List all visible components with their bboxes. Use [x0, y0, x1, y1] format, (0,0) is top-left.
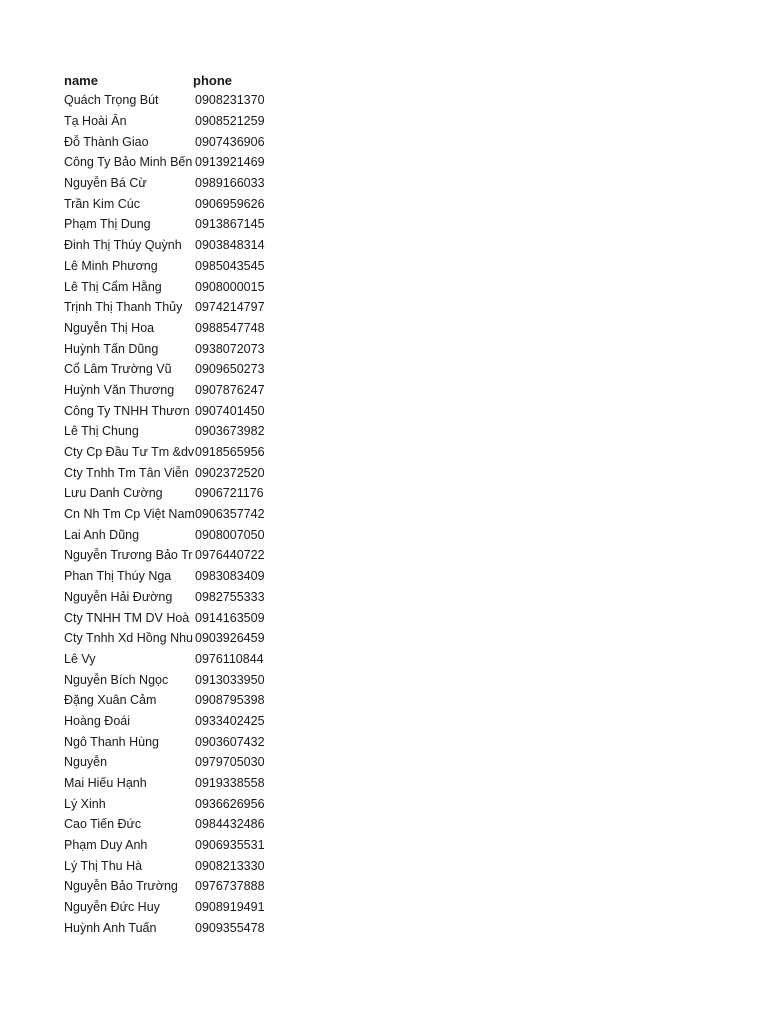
cell-phone: 0976110844: [195, 651, 264, 666]
cell-phone: 0903607432: [195, 734, 265, 749]
cell-phone: 0974214797: [195, 300, 265, 315]
cell-phone: 0983083409: [195, 569, 265, 584]
cell-name: Huỳnh Văn Thương: [64, 382, 175, 397]
cell-phone: 0913921469: [195, 155, 265, 170]
table-row: [64, 773, 285, 794]
table-row: [64, 193, 285, 214]
cell-phone: 0984432486: [195, 817, 265, 832]
cell-phone: 0976737888: [195, 879, 265, 894]
cell-name: Cao Tiến Đức: [64, 817, 142, 832]
cell-name: Lê Thị Chung: [64, 424, 139, 439]
cell-phone: 0933402425: [195, 713, 265, 728]
header-phone: phone: [193, 72, 232, 88]
cell-name: Cty Cp Đầu Tư Tm &dv: [64, 445, 195, 460]
cell-phone: 0936626956: [195, 796, 265, 811]
table-row: [64, 152, 285, 173]
cell-phone: 0985043545: [195, 258, 265, 273]
table-row: [64, 752, 285, 773]
cell-phone: 0903673982: [195, 424, 265, 439]
cell-phone: 0989166033: [195, 176, 265, 191]
cell-name: Lê Minh Phương: [64, 258, 158, 273]
table-row: [64, 587, 285, 608]
contact-table: [64, 70, 285, 938]
cell-name: Hoàng Đoái: [64, 713, 131, 728]
cell-name: Ngô Thanh Hùng: [64, 734, 159, 749]
cell-name: Lê Thị Cẩm Hằng: [64, 279, 162, 294]
table-row: [64, 690, 285, 711]
cell-phone: 0906935531: [195, 838, 265, 853]
table-row: [64, 793, 285, 814]
table-row: [64, 835, 285, 856]
table-row: [64, 318, 285, 339]
cell-phone: 0908000015: [195, 279, 265, 294]
table-row: [64, 897, 285, 918]
table-header: [64, 70, 285, 90]
cell-phone: 0902372520: [195, 465, 265, 480]
table-row: [64, 483, 285, 504]
cell-name: Nguyễn Đức Huy: [64, 900, 160, 915]
cell-phone: 0908919491: [195, 900, 265, 915]
cell-name: Phan Thị Thúy Nga: [64, 569, 172, 584]
table-row: [64, 669, 285, 690]
cell-name: Tạ Hoài Ân: [64, 114, 127, 129]
cell-name: Nguyễn Hải Đường: [64, 589, 173, 604]
cell-phone: 0906959626: [195, 196, 265, 211]
cell-phone: 0918565956: [195, 445, 265, 460]
table-row: [64, 90, 285, 111]
cell-phone: 0907876247: [195, 382, 265, 397]
cell-phone: 0906357742: [195, 507, 265, 522]
cell-name: Đỗ Thành Giao: [64, 134, 149, 149]
table-row: [64, 235, 285, 256]
cell-name: Công Ty TNHH Thươn: [64, 403, 190, 418]
table-row: [64, 566, 285, 587]
table-row: [64, 297, 285, 318]
cell-phone: 0979705030: [195, 755, 265, 770]
table-row: [64, 607, 285, 628]
cell-phone: 0982755333: [195, 589, 265, 604]
cell-phone: 0909650273: [195, 362, 265, 377]
cell-name: Cty Tnhh Tm Tân Viễn: [64, 465, 189, 480]
cell-phone: 0903848314: [195, 238, 265, 253]
cell-name: Lưu Danh Cường: [64, 486, 163, 501]
cell-name: Phạm Thị Dung: [64, 217, 151, 232]
table-body: [64, 90, 285, 938]
table-row: [64, 421, 285, 442]
cell-name: Mai Hiếu Hạnh: [64, 776, 147, 791]
header-name: name: [64, 72, 98, 88]
cell-phone: 0938072073: [195, 341, 265, 356]
table-row: [64, 876, 285, 897]
table-row: [64, 711, 285, 732]
cell-phone: 0908213330: [195, 858, 265, 873]
cell-name: Trần Kim Cúc: [64, 196, 140, 211]
table-row: [64, 256, 285, 277]
cell-phone: 0913033950: [195, 672, 265, 687]
table-row: [64, 380, 285, 401]
cell-phone: 0908795398: [195, 693, 265, 708]
cell-name: Nguyễn Trương Bảo Tr: [64, 548, 193, 563]
table-row: [64, 131, 285, 152]
table-row: [64, 814, 285, 835]
cell-phone: 0914163509: [195, 610, 265, 625]
table-row: [64, 918, 285, 939]
cell-phone: 0906721176: [195, 486, 264, 501]
cell-name: Nguyễn: [64, 755, 108, 770]
table-row: [64, 855, 285, 876]
table-row: [64, 442, 285, 463]
table-row: [64, 545, 285, 566]
cell-name: Phạm Duy Anh: [64, 838, 148, 853]
cell-name: Nguyễn Thị Hoa: [64, 320, 155, 335]
cell-name: Nguyễn Bích Ngọc: [64, 672, 169, 687]
cell-name: Cổ Lâm Trường Vũ: [64, 362, 172, 377]
cell-name: Huỳnh Tấn Dũng: [64, 341, 159, 356]
cell-name: Cn Nh Tm Cp Việt Nam: [64, 507, 195, 522]
table-row: [64, 338, 285, 359]
cell-phone: 0913867145: [195, 217, 265, 232]
table-row: [64, 731, 285, 752]
table-row: [64, 462, 285, 483]
table-row: [64, 173, 285, 194]
cell-name: Cty Tnhh Xd Hồng Nhu: [64, 631, 194, 646]
table-row: [64, 359, 285, 380]
cell-name: Trịnh Thị Thanh Thủy: [64, 300, 183, 315]
cell-name: Quách Trọng Bút: [64, 93, 159, 108]
cell-name: Lý Thị Thu Hà: [64, 858, 143, 873]
cell-name: Công Ty Bảo Minh Bến: [64, 155, 193, 170]
table-row: [64, 524, 285, 545]
cell-name: Đặng Xuân Cảm: [64, 693, 157, 708]
table-row: [64, 214, 285, 235]
cell-phone: 0988547748: [195, 320, 265, 335]
table-row: [64, 276, 285, 297]
cell-phone: 0903926459: [195, 631, 265, 646]
cell-phone: 0909355478: [195, 920, 265, 935]
table-row: [64, 628, 285, 649]
cell-phone: 0908521259: [195, 114, 265, 129]
cell-name: Nguyễn Bá Cừ: [64, 176, 147, 191]
cell-name: Nguyễn Bảo Trường: [64, 879, 178, 894]
table-row: [64, 649, 285, 670]
cell-phone: 0908007050: [195, 527, 265, 542]
table-row: [64, 111, 285, 132]
cell-name: Lý Xinh: [64, 796, 106, 811]
cell-name: Lai Anh Dũng: [64, 527, 140, 542]
cell-phone: 0907436906: [195, 134, 265, 149]
table-row: [64, 504, 285, 525]
cell-name: Cty TNHH TM DV Hoà: [64, 610, 190, 625]
cell-phone: 0908231370: [195, 93, 265, 108]
cell-phone: 0976440722: [195, 548, 265, 563]
cell-name: Đinh Thị Thúy Quỳnh: [64, 238, 182, 253]
cell-phone: 0919338558: [195, 776, 265, 791]
cell-name: Huỳnh Anh Tuấn: [64, 920, 157, 935]
cell-phone: 0907401450: [195, 403, 265, 418]
table-row: [64, 400, 285, 421]
cell-name: Lê Vy: [64, 651, 96, 666]
